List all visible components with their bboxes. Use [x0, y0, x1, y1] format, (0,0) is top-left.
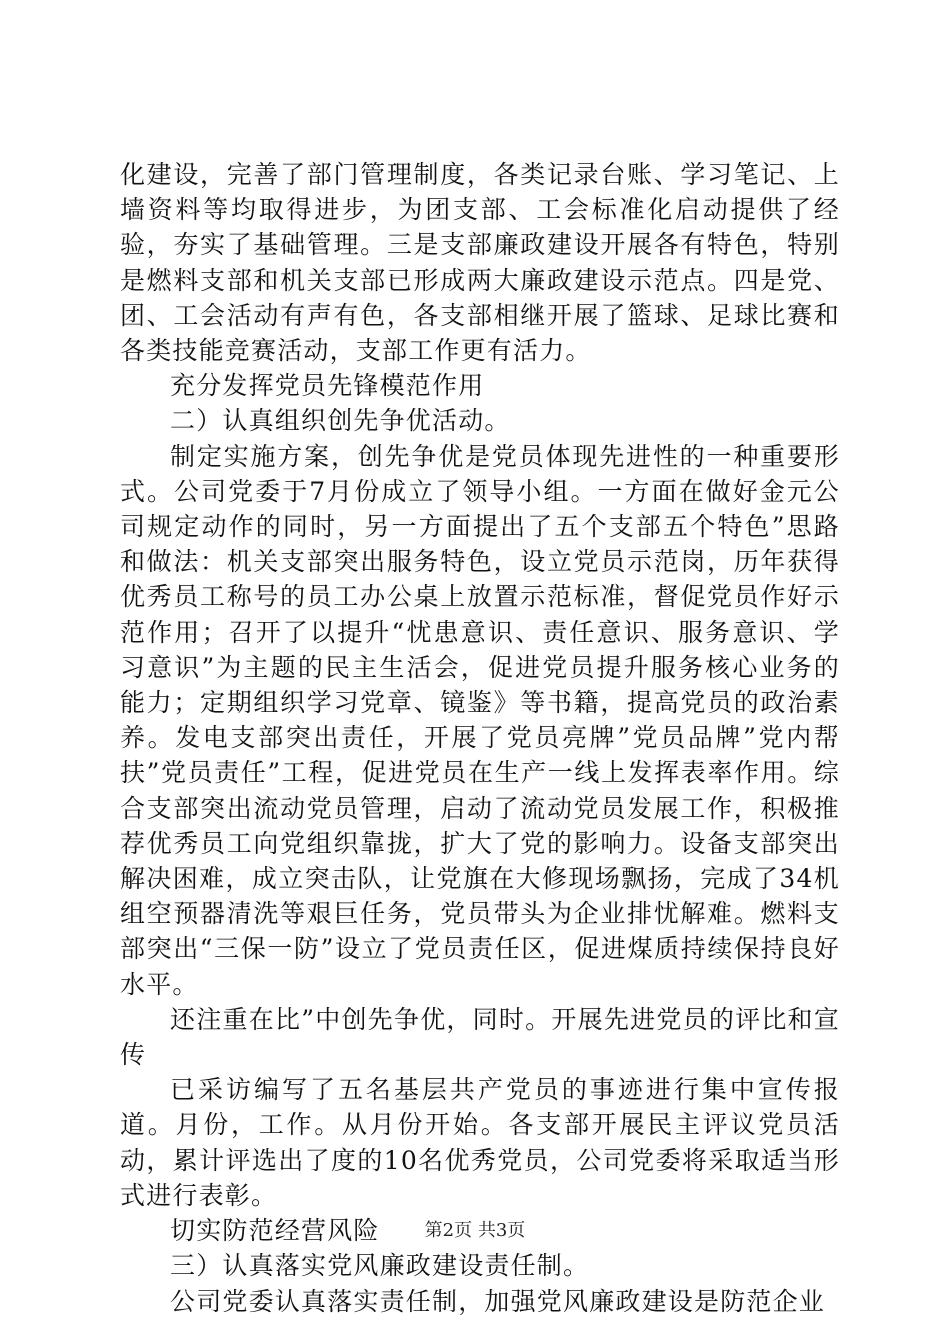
- section-subheading: 二）认真组织创先争优活动。: [170, 406, 511, 436]
- document-body: [120, 157, 840, 1319]
- section-heading: 充分发挥党员先锋模范作用: [170, 371, 485, 401]
- paragraph: 还注重在比”中创先争优，同时。开展先进党员的评比和宣传: [120, 1004, 840, 1070]
- page-number-footer: 第2页 共3页: [424, 1220, 526, 1241]
- section-subheading: 三）认真落实党风廉政建设责任制。: [170, 1251, 590, 1281]
- section-heading: 切实防范经营风险: [170, 1216, 380, 1246]
- paragraph: 制定实施方案，创先争优是党员体现先进性的一种重要形式。公司党委于7月份成立了领导小组。一方面在做好金元公司规定动作的同时，另一方面提出了五个支部五个特色”思路和做法：机关支部突出服务特色，设立党员示范岗，历年获得优秀员工称号的员工办公桌上放置示范标准，督促党员作好示范作用；召开了以提升“忧患意识、责任意识、服务意识、学习意识”为主题的民主生活会，促进党员提升服务核心业务的能力；定期组织学习党章、镜鉴》等书籍，提高党员的政治素养。发电支部突出责任，开展了党员亮牌”党员品牌”党内帮扶”党员责任”工程，促进党员在生产一线上发挥表率作用。综合支部突出流动党员管理，启动了流动党员发展工作，积极推荐优秀员工向党组织靠拢，扩大了党的影响力。设备支部突出解决困难，成立突击队，让党旗在大修现场飘扬，完成了34机组空预器清洗等艰巨任务，党员带头为企业排忧解难。燃料支部突出“三保一防”设立了党员责任区，促进煤质持续保持良好水平。: [120, 441, 840, 999]
- paragraph: 化建设，完善了部门管理制度，各类记录台账、学习笔记、上墙资料等均取得进步，为团支部、工会标准化启动提供了经验，夯实了基础管理。三是支部廉政建设开展各有特色，特别是燃料支部和机关支部已形成两大廉政建设示范点。四是党、团、工会活动有声有色，各支部相继开展了篮球、足球比赛和各类技能竞赛活动，支部工作更有活力。: [120, 160, 840, 366]
- paragraph: 公司党委认真落实责任制，加强党风廉政建设是防范企业: [170, 1286, 826, 1316]
- paragraph: 已采访编写了五名基层共产党员的事迹进行集中宣传报道。月份，工作。从月份开始。各支部开展民主评议党员活动，累计评选出了度的10名优秀党员，公司党委将采取适当形式进行表彰。: [120, 1075, 840, 1210]
